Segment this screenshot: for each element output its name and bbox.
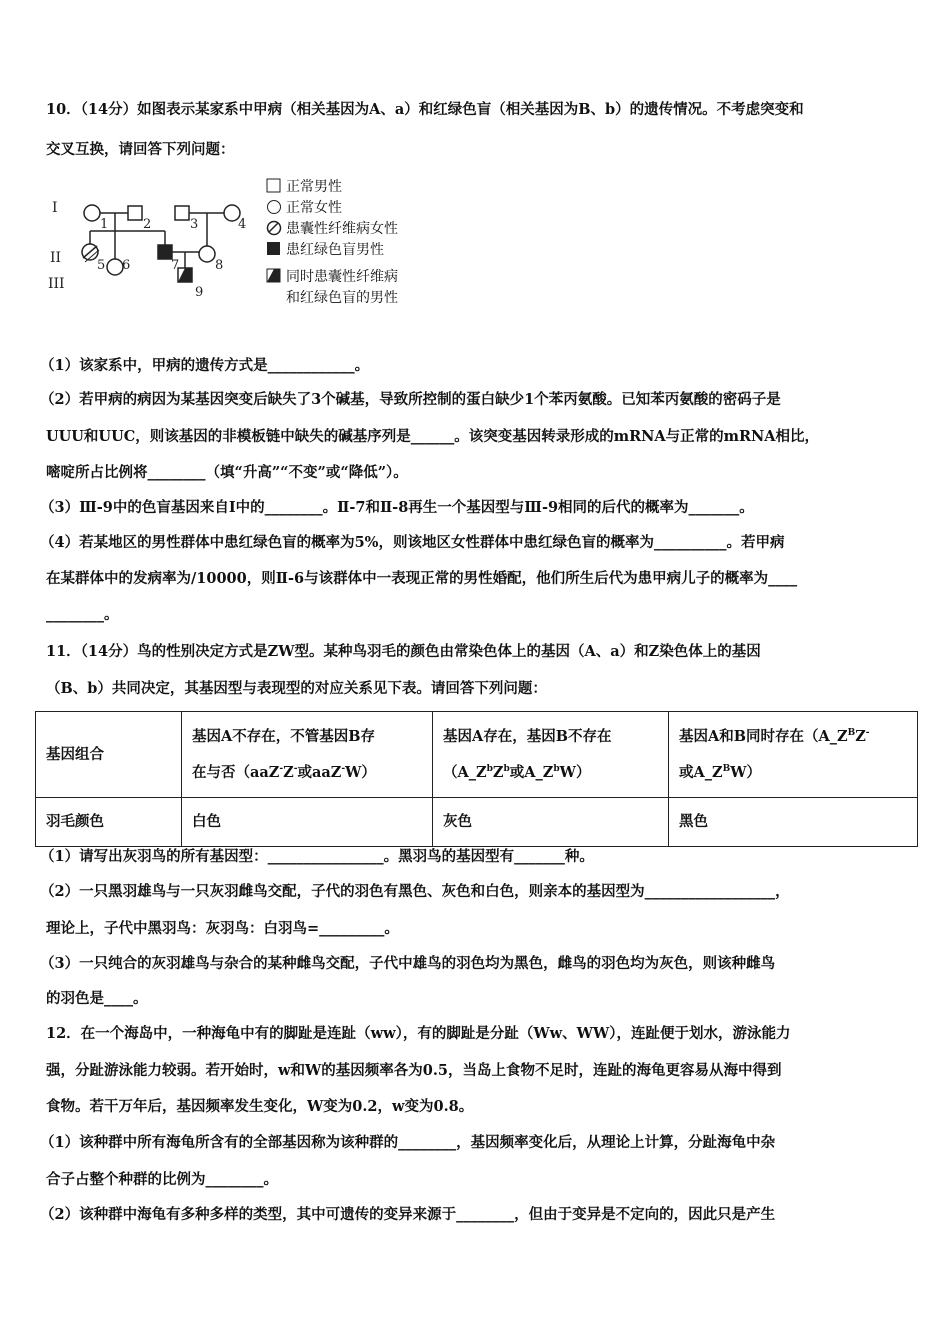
cell-text: W） — [345, 763, 376, 781]
ped-num-6: 6 — [122, 258, 131, 273]
legend-both-male-cont — [286, 287, 398, 307]
cell-text: （A_Z — [443, 763, 487, 781]
text-line: ________。 — [46, 606, 119, 623]
superscript: - — [279, 763, 284, 774]
ped-num-5: 5 — [97, 258, 106, 273]
table-row — [36, 712, 918, 798]
cell-text: Z — [283, 763, 294, 781]
legend-colorblind-male — [266, 239, 384, 259]
text-line: 交叉互换，请回答下列问题： — [46, 141, 235, 158]
cell-text: 或A_Z — [509, 763, 554, 781]
text-line: （1）该种群中所有海龟所含有的全部基因称为该种群的________，基因频率变化后，从理论上计算，分趾海龟中杂 — [40, 1134, 776, 1151]
text-line: （4）若某地区的男性群体中患红绿色盲的概率为5%，则该地区女性群体中患红绿色盲的概率为__________。若甲病 — [40, 534, 785, 551]
legend-label: 患红绿色盲男性 — [286, 242, 384, 258]
superscript: b — [486, 763, 493, 774]
table-cell: 白色 — [182, 798, 433, 847]
row-header: 基因组合 — [36, 712, 182, 798]
text-line: （2）若甲病的病因为某基因突变后缺失了3个碱基，导致所控制的蛋白缺少1个苯丙氨酸。已知苯丙氨酸的密码子是 — [40, 391, 781, 408]
cell-text: 或A_Z — [679, 763, 723, 781]
ped-num-7: 7 — [171, 258, 180, 273]
legend-label: 正常男性 — [286, 179, 342, 195]
superscript: - — [341, 763, 346, 774]
text-line: 10．（14分）如图表示某家系中甲病（相关基因为A、a）和红绿色盲（相关基因为B、b）的遗传情况。不考虑突变和 — [46, 101, 804, 118]
text-line: 在某群体中的发病率为/10000，则Ⅱ-6与该群体中一表现正常的男性婚配，他们所生后代为患甲病儿子的概率为____ — [46, 570, 798, 587]
text-line: （2）该种群中海龟有多种多样的类型，其中可遗传的变异来源于________，但由于变异是不定向的，因此只是产生 — [40, 1206, 776, 1223]
cell-text: W） — [559, 763, 591, 781]
text-line: （B、b）共同决定，其基因型与表现型的对应关系见下表。请回答下列问题： — [46, 680, 547, 697]
row-header: 羽毛颜色 — [36, 798, 182, 847]
legend-normal-male — [266, 176, 342, 196]
text-line: 12．在一个海岛中，一种海龟中有的脚趾是连趾（ww），有的脚趾是分趾（Ww、WW），连趾便于划水，游泳能力 — [46, 1025, 791, 1042]
superscript: b — [553, 763, 560, 774]
superscript: B — [847, 727, 856, 738]
text-line: 11．（14分）鸟的性别决定方式是ZW型。某种鸟羽毛的颜色由常染色体上的基因（A、a）和Z染色体上的基因 — [46, 643, 761, 660]
text-line: UUU和UUC，则该基因的非模板链中缺失的碱基序列是______。该突变基因转录形成的mRNA与正常的mRNA相比， — [46, 428, 820, 445]
genotype-phenotype-table — [35, 711, 918, 847]
superscript: - — [293, 763, 298, 774]
text-line: 理论上，子代中黑羽鸟：灰羽鸟：白羽鸟=_________。 — [46, 920, 399, 937]
ped-num-9: 9 — [195, 285, 204, 300]
table-cell: 灰色 — [433, 798, 669, 847]
legend-label: 和红绿色盲的男性 — [286, 290, 398, 306]
table-cell — [433, 712, 669, 798]
cell-text: 在与否（aaZ — [192, 763, 280, 781]
pedigree-chart — [40, 172, 260, 302]
text-line: （1）该家系中，甲病的遗传方式是____________。 — [40, 357, 370, 374]
legend-cf-female — [266, 218, 398, 238]
cell-text: 基因A和B同时存在（A_Z — [679, 727, 848, 745]
table-cell — [182, 712, 433, 798]
cell-text: 基因A存在，基因B不存在 — [443, 727, 612, 745]
superscript: B — [722, 763, 731, 774]
cell-text: 基因A不存在，不管基因B存 — [192, 727, 376, 745]
cell-text: Z — [492, 763, 504, 781]
text-line: （1）请写出灰羽鸟的所有基因型：________________。黑羽鸟的基因型有_______种。 — [40, 848, 594, 865]
text-line: 嘧啶所占比例将________（填“升高”“不变”或“降低”）。 — [46, 464, 408, 481]
gen-label-3: III — [48, 276, 65, 292]
cell-text: Z — [855, 727, 866, 745]
text-line: 合子占整个种群的比例为________。 — [46, 1171, 278, 1188]
legend-label: 正常女性 — [286, 200, 342, 216]
superscript: - — [865, 727, 870, 738]
text-line: 强，分趾游泳能力较弱。若开始时，w和W的基因频率各为0.5，当岛上食物不足时，连趾的海龟更容易从海中得到 — [46, 1062, 782, 1079]
table-row — [36, 798, 918, 847]
legend-normal-female — [266, 197, 342, 217]
ped-num-1: 1 — [100, 217, 109, 232]
text-line: （3）一只纯合的灰羽雄鸟与杂合的某种雌鸟交配，子代中雄鸟的羽色均为黑色，雌鸟的羽色均为灰色，则该种雌鸟 — [40, 955, 776, 972]
text-line: 的羽色是____。 — [46, 990, 148, 1007]
cell-text: W） — [730, 763, 761, 781]
superscript: b — [503, 763, 510, 774]
legend-both-male — [266, 266, 398, 286]
ped-num-2: 2 — [143, 217, 152, 232]
gen-label-1: I — [52, 200, 58, 216]
cell-text: 或aaZ — [297, 763, 342, 781]
legend-label: 同时患囊性纤维病 — [286, 269, 398, 285]
ped-num-4: 4 — [238, 217, 247, 232]
table-cell: 黑色 — [669, 798, 918, 847]
text-line: （2）一只黑羽雄鸟与一只灰羽雌鸟交配，子代的羽色有黑色、灰色和白色，则亲本的基因型为__________________， — [40, 883, 790, 900]
ped-num-3: 3 — [190, 217, 199, 232]
legend-label: 患囊性纤维病女性 — [286, 221, 398, 237]
text-line: 食物。若干万年后，基因频率发生变化，W变为0.2，w变为0.8。 — [46, 1098, 474, 1115]
text-line: （3）Ⅲ-9中的色盲基因来自Ⅰ中的________。Ⅱ-7和Ⅱ-8再生一个基因型与Ⅲ-9相同的后代的概率为_______。 — [40, 499, 754, 516]
table-cell — [669, 712, 918, 798]
ped-num-8: 8 — [215, 258, 224, 273]
gen-label-2: II — [50, 250, 62, 266]
